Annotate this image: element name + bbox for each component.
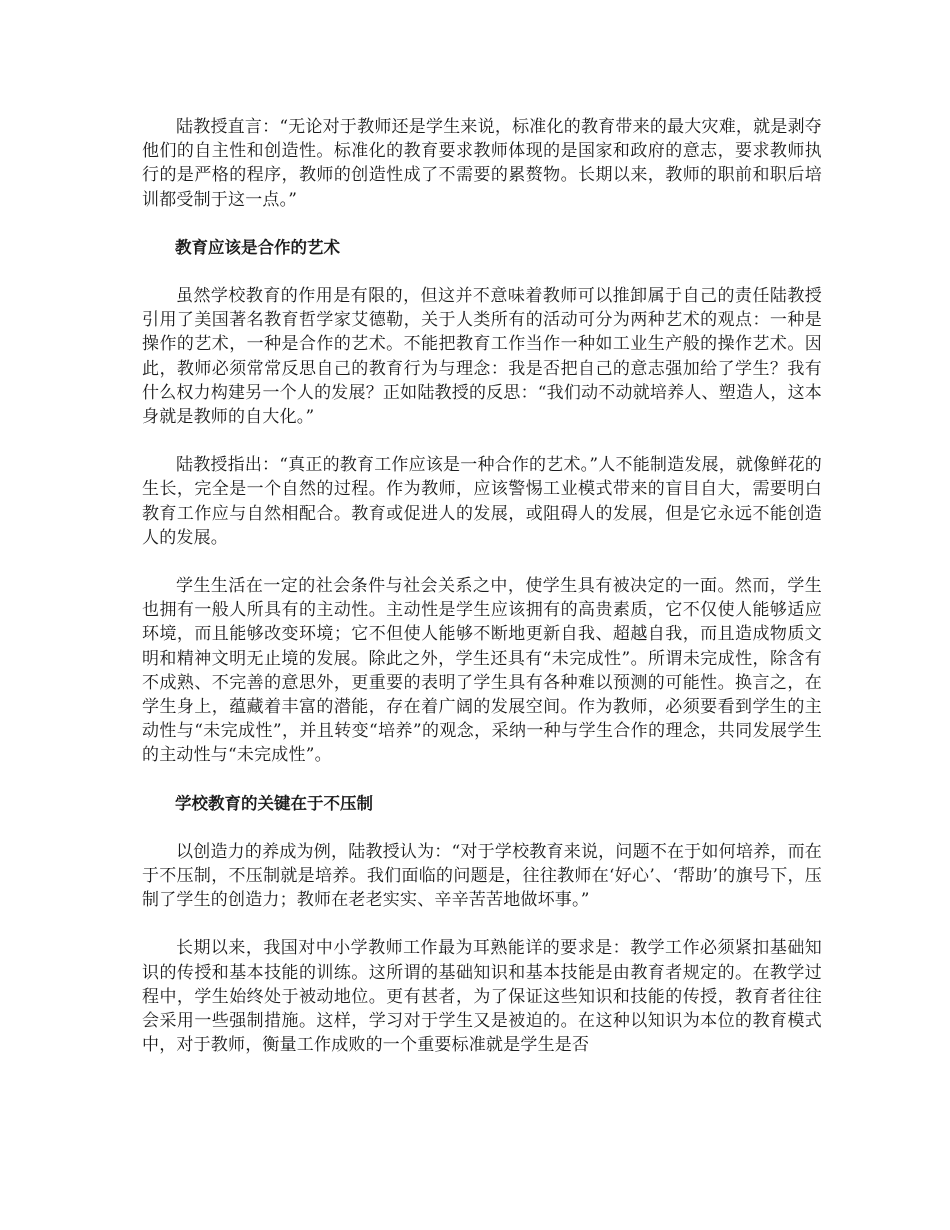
- paragraph-creativity: 以创造力的养成为例，陆教授认为：“对于学校教育来说，问题不在于如何培养，而在于不压制，不压制就是培养。我们面临的问题是，往往教师在‘好心’、‘帮助’的旗号下，压制了学生的创造力；教师在老老实实、辛辛苦苦地做坏事。”: [142, 841, 822, 911]
- paragraph-adler-arts: 虽然学校教育的作用是有限的，但这并不意味着教师可以推卸属于自己的责任陆教授引用了美国著名教育哲学家艾德勒，关于人类所有的活动可分为两种艺术的观点：一种是操作的艺术，一种是合作的艺术。不能把教育工作当作一种如工业生产般的操作艺术。因此，教师必须常常反思自己的教育行为与理念：我是否把自己的意志强加给了学生？我有什么权力构建另一个人的发展？正如陆教授的反思：“我们动不动就培养人、塑造人，这本身就是教师的自大化。”: [142, 286, 822, 428]
- section-heading-no-suppression: 学校教育的关键在于不压制: [175, 793, 373, 813]
- paragraph-intro-quote: 陆教授直言：“无论对于教师还是学生来说，标准化的教育带来的最大灾难，就是剥夺他们的自主性和创造性。标准化的教育要求教师体现的是国家和政府的意志，要求教师执行的是严格的程序，教师的创造性成了不需要的累赘物。长期以来，教师的职前和职后培训都受制于这一点。”: [142, 117, 822, 210]
- paragraph-cooperative-art: 陆教授指出：“真正的教育工作应该是一种合作的艺术。”人不能制造发展，就像鲜花的生长，完全是一个自然的过程。作为教师，应该警惕工业模式带来的盲目自大，需要明白教育工作应与自然相配合。教育或促进人的发展，或阻碍人的发展，但是它永远不能创造人的发展。: [142, 455, 822, 548]
- paragraph-knowledge-model: 长期以来，我国对中小学教师工作最为耳熟能详的要求是：教学工作必须紧扣基础知识的传授和基本技能的训练。这所谓的基础知识和基本技能是由教育者规定的。在教学过程中，学生始终处于被动地位。更有甚者，为了保证这些知识和技能的传授，教育者往往会采用一些强制措施。这样，学习对于学生又是被迫的。在这种以知识为本位的教育模式中，对于教师，衡量工作成败的一个重要标准就是学生是否: [142, 938, 822, 1056]
- document-body: [142, 115, 822, 1082]
- paragraph-student-initiative: 学生生活在一定的社会条件与社会关系之中，使学生具有被决定的一面。然而，学生也拥有一般人所具有的主动性。主动性是学生应该拥有的高贵素质，它不仅使人能够适应环境，而且能够改变环境；它不但使人能够不断地更新自我、超越自我，而且造成物质文明和精神文明无止境的发展。除此之外，学生还具有“未完成性”。所谓未完成性，除含有不成熟、不完善的意思外，更重要的表明了学生具有各种难以预测的可能性。换言之，在学生身上，蕴藏着丰富的潜能，存在着广阔的发展空间。作为教师，必须要看到学生的主动性与“未完成性”，并且转变“培养”的观念，采纳一种与学生合作的理念，共同发展学生的主动性与“未完成性”。: [142, 576, 822, 766]
- section-heading-cooperation: 教育应该是合作的艺术: [175, 237, 340, 257]
